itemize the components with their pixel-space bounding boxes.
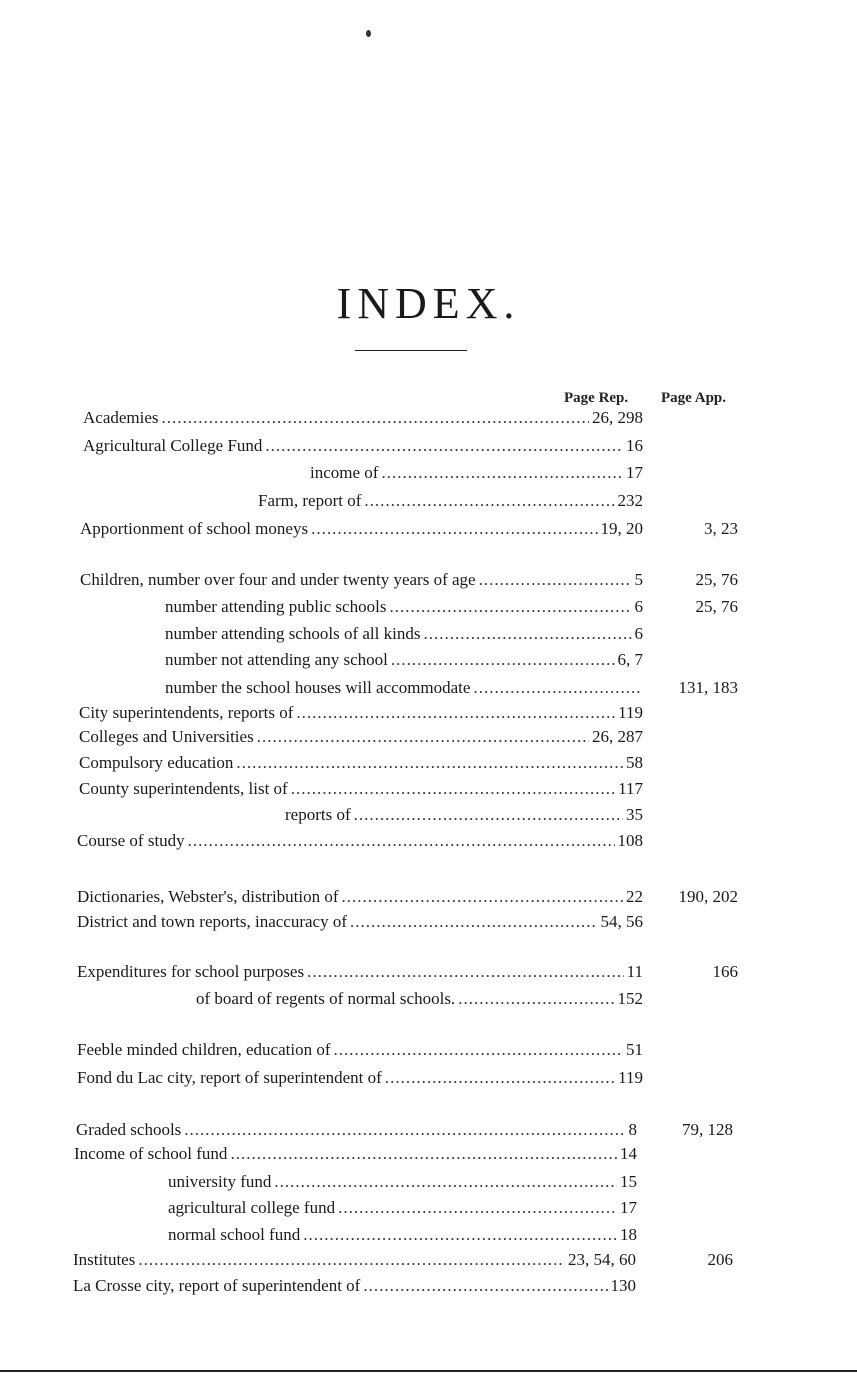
entry-label: Agricultural College Fund [83, 436, 263, 455]
entry-page-rep: 16 [626, 436, 643, 455]
index-entry [196, 987, 643, 1011]
index-entry [83, 406, 643, 430]
index-entry [77, 885, 643, 909]
index-entry [77, 1066, 643, 1090]
entry-label: reports of [285, 805, 351, 824]
index-entry [79, 777, 643, 801]
entry-label: District and town reports, inaccuracy of [77, 912, 348, 931]
leader-dots [257, 725, 589, 749]
index-entry [165, 648, 643, 672]
index-entry [165, 622, 643, 646]
leader-dots [230, 1142, 617, 1166]
entry-page-rep: 14 [620, 1144, 637, 1163]
entry-page-app: 206 [707, 1250, 733, 1269]
leader-dots [479, 568, 632, 592]
entry-page-rep: 26, 298 [592, 408, 643, 427]
entry-label: Children, number over four and under twenty years of age [80, 570, 476, 589]
entry-page-rep: 22 [626, 887, 643, 906]
entry-page-app: 166 [712, 962, 738, 981]
entry-page-rep: 23, 54, 60 [568, 1250, 636, 1269]
index-entry [79, 751, 643, 775]
entry-page-rep: 6 [634, 624, 643, 643]
leader-dots [338, 1196, 617, 1220]
page-title: INDEX. [336, 279, 521, 328]
entry-label: income of [310, 463, 379, 482]
leader-dots [334, 1038, 624, 1062]
entry-label: number the school houses will accommodate [165, 678, 471, 697]
index-entry [79, 725, 643, 749]
index-entry [258, 489, 643, 513]
leader-dots [296, 701, 615, 725]
entry-page-rep: 58 [626, 753, 643, 772]
entry-label: Expenditures for school purposes [77, 962, 305, 981]
entry-page-rep: 108 [617, 831, 643, 850]
index-entry [77, 1038, 643, 1062]
entry-page-rep: 6 [634, 597, 643, 616]
entry-page-rep: 19, 20 [600, 519, 643, 538]
index-entry [79, 701, 643, 725]
index-entry [74, 1142, 637, 1166]
entry-label: Academies [83, 408, 159, 427]
column-header-appendix: Page App. [661, 390, 727, 406]
entry-page-rep: 117 [618, 779, 643, 798]
entry-page-rep: 54, 56 [600, 912, 643, 931]
index-entry [77, 960, 643, 984]
leader-dots [184, 1118, 625, 1142]
entry-label: Graded schools [76, 1120, 182, 1139]
index-entry [77, 829, 643, 853]
leader-dots [385, 1066, 615, 1090]
index-entry [80, 568, 643, 592]
index-entry [73, 1274, 636, 1298]
leader-dots [265, 434, 623, 458]
entry-label: of board of regents of normal schools. [196, 989, 456, 1008]
entry-page-app: 131, 183 [678, 678, 738, 697]
leader-dots [458, 987, 614, 1011]
leader-dots [291, 777, 615, 801]
index-entry [168, 1170, 637, 1194]
leader-dots [473, 676, 640, 700]
leader-dots [423, 622, 631, 646]
entry-label: agricultural college fund [168, 1198, 336, 1217]
entry-label: Dictionaries, Webster's, distribution of [77, 887, 339, 906]
entry-page-rep: 17 [626, 463, 643, 482]
leader-dots [389, 595, 631, 619]
leader-dots [307, 960, 624, 984]
entry-label: Institutes [73, 1250, 136, 1269]
leader-dots [391, 648, 615, 672]
entry-label: Feeble minded children, education of [77, 1040, 331, 1059]
entry-label: City superintendents, reports of [79, 703, 294, 722]
entry-label: Income of school fund [74, 1144, 228, 1163]
leader-dots [381, 461, 623, 485]
entry-page-rep: 26, 287 [592, 727, 643, 746]
entry-page-app: 190, 202 [678, 887, 738, 906]
index-entry [77, 910, 643, 934]
leader-dots [138, 1248, 565, 1272]
index-entry [83, 434, 643, 458]
entry-page-rep: 119 [618, 1068, 643, 1087]
entry-page-rep: 17 [620, 1198, 637, 1217]
entry-page-app: 25, 76 [695, 597, 738, 616]
entry-label: Fond du Lac city, report of superintendent of [77, 1068, 382, 1087]
column-header-report: Page Rep. [564, 390, 629, 406]
entry-label: Farm, report of [258, 491, 362, 510]
entry-page-rep: 35 [626, 805, 643, 824]
leader-dots [236, 751, 623, 775]
entry-page-rep: 11 [626, 962, 643, 981]
index-entry [73, 1248, 636, 1272]
entry-page-rep: 8 [628, 1120, 637, 1139]
index-entry [80, 517, 643, 541]
entry-label: number attending schools of all kinds [165, 624, 421, 643]
entry-page-app: 25, 76 [695, 570, 738, 589]
entry-label: County superintendents, list of [79, 779, 288, 798]
bottom-rule [0, 1370, 857, 1372]
index-entry [168, 1196, 637, 1220]
entry-page-rep: 130 [610, 1276, 636, 1295]
index-entry [165, 676, 643, 700]
index-entry [165, 595, 643, 619]
entry-page-rep: 152 [617, 989, 643, 1008]
index-entry [310, 461, 643, 485]
index-entry [285, 803, 643, 827]
leader-dots [350, 910, 597, 934]
leader-dots [364, 489, 614, 513]
entry-label: Colleges and Universities [79, 727, 254, 746]
entry-page-rep: 119 [618, 703, 643, 722]
entry-label: Compulsory education [79, 753, 234, 772]
leader-dots [311, 517, 597, 541]
entry-label: Course of study [77, 831, 185, 850]
entry-page-rep: 51 [626, 1040, 643, 1059]
entry-page-rep: 232 [617, 491, 643, 510]
index-entry [168, 1223, 637, 1247]
leader-dots [274, 1170, 617, 1194]
leader-dots [354, 803, 623, 827]
leader-dots [188, 829, 615, 853]
entry-page-rep: 18 [620, 1225, 637, 1244]
leader-dots [342, 885, 623, 909]
entry-label: normal school fund [168, 1225, 301, 1244]
leader-dots [303, 1223, 617, 1247]
leader-dots [363, 1274, 607, 1298]
entry-page-app: 3, 23 [704, 519, 738, 538]
entry-label: Apportionment of school moneys [80, 519, 309, 538]
index-entry [76, 1118, 637, 1142]
entry-label: number attending public schools [165, 597, 387, 616]
entry-label: number not attending any school [165, 650, 388, 669]
entry-page-app: 79, 128 [682, 1120, 733, 1139]
entry-label: university fund [168, 1172, 272, 1191]
entry-page-rep: 6, 7 [617, 650, 643, 669]
entry-page-rep: 5 [634, 570, 643, 589]
entry-label: La Crosse city, report of superintendent of [73, 1276, 361, 1295]
entry-page-rep: 15 [620, 1172, 637, 1191]
leader-dots [162, 406, 589, 430]
